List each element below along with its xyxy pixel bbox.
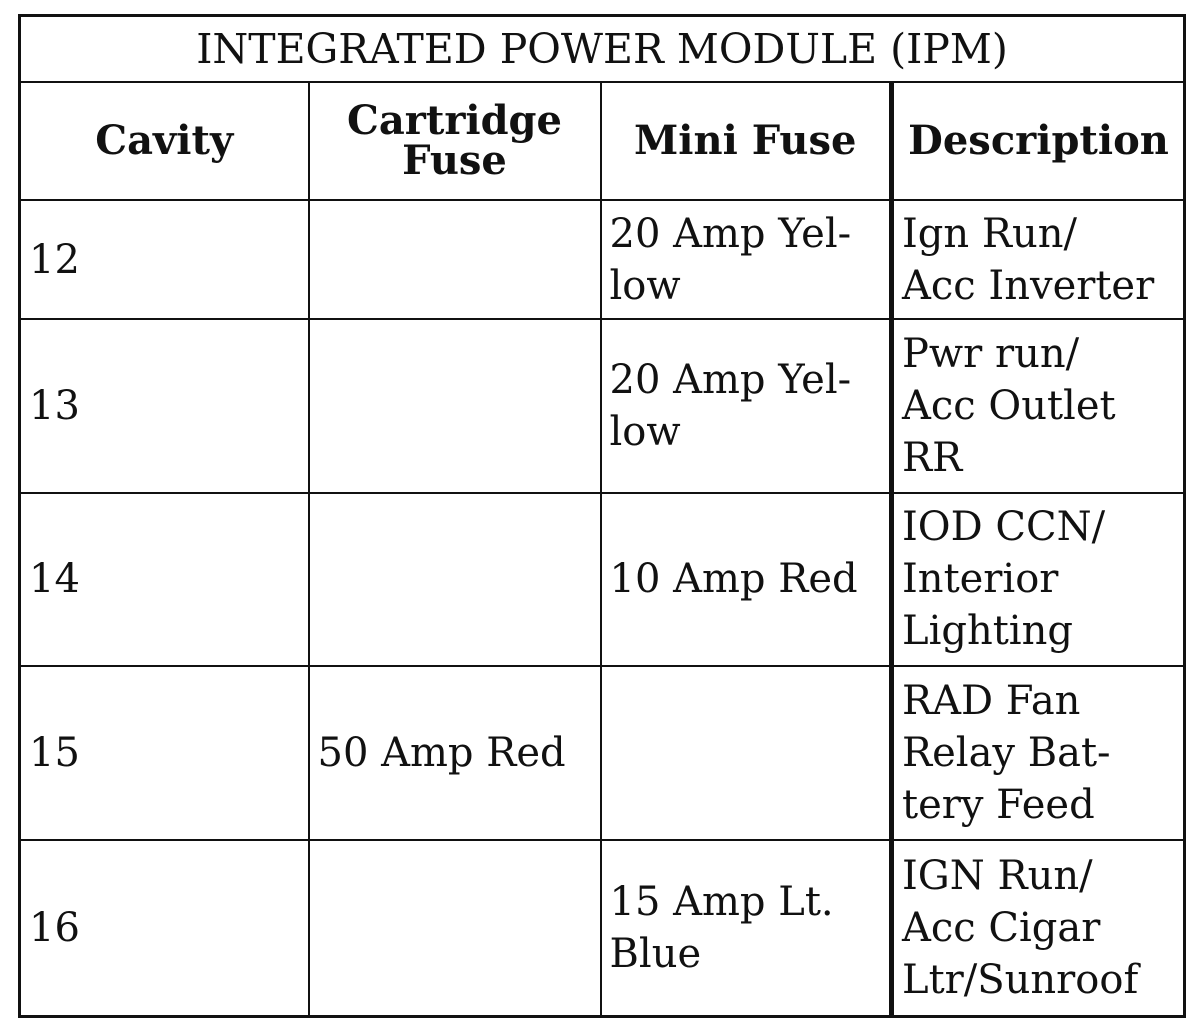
header-mini-fuse: Mini Fuse: [601, 82, 892, 200]
ipm-fuse-table: [18, 14, 1186, 1018]
table-row: [20, 200, 1185, 318]
table-row: [20, 840, 1185, 1017]
cell-cavity: 14: [20, 493, 309, 665]
cell-mini-fuse: 10 Amp Red: [601, 493, 892, 665]
cell-mini-fuse: 20 Amp Yel- low: [601, 319, 892, 493]
cell-description: Ign Run/ Acc Inverter: [892, 200, 1185, 318]
cell-description: Pwr run/ Acc Outlet RR: [892, 319, 1185, 493]
cell-description: RAD Fan Relay Bat- tery Feed: [892, 666, 1185, 840]
cell-cavity: 16: [20, 840, 309, 1017]
cell-cartridge-fuse: [309, 493, 601, 665]
cell-description: IOD CCN/ Interior Lighting: [892, 493, 1185, 665]
cell-mini-fuse: 15 Amp Lt. Blue: [601, 840, 892, 1017]
cell-cartridge-fuse: [309, 319, 601, 493]
cell-cartridge-fuse: [309, 200, 601, 318]
cell-cartridge-fuse: [309, 840, 601, 1017]
table-row: [20, 319, 1185, 493]
cell-cavity: 13: [20, 319, 309, 493]
cell-description: IGN Run/ Acc Cigar Ltr/Sunroof: [892, 840, 1185, 1017]
cell-cavity: 12: [20, 200, 309, 318]
table-row: [20, 666, 1185, 840]
cell-mini-fuse: [601, 666, 892, 840]
cell-cavity: 15: [20, 666, 309, 840]
table-title: INTEGRATED POWER MODULE (IPM): [20, 16, 1185, 83]
cell-mini-fuse: 20 Amp Yel- low: [601, 200, 892, 318]
header-cavity: Cavity: [20, 82, 309, 200]
header-cartridge-fuse: Cartridge Fuse: [309, 82, 601, 200]
header-description: Description: [892, 82, 1185, 200]
title-row: [20, 16, 1185, 83]
cell-cartridge-fuse: 50 Amp Red: [309, 666, 601, 840]
header-row: [20, 82, 1185, 200]
table-row: [20, 493, 1185, 665]
